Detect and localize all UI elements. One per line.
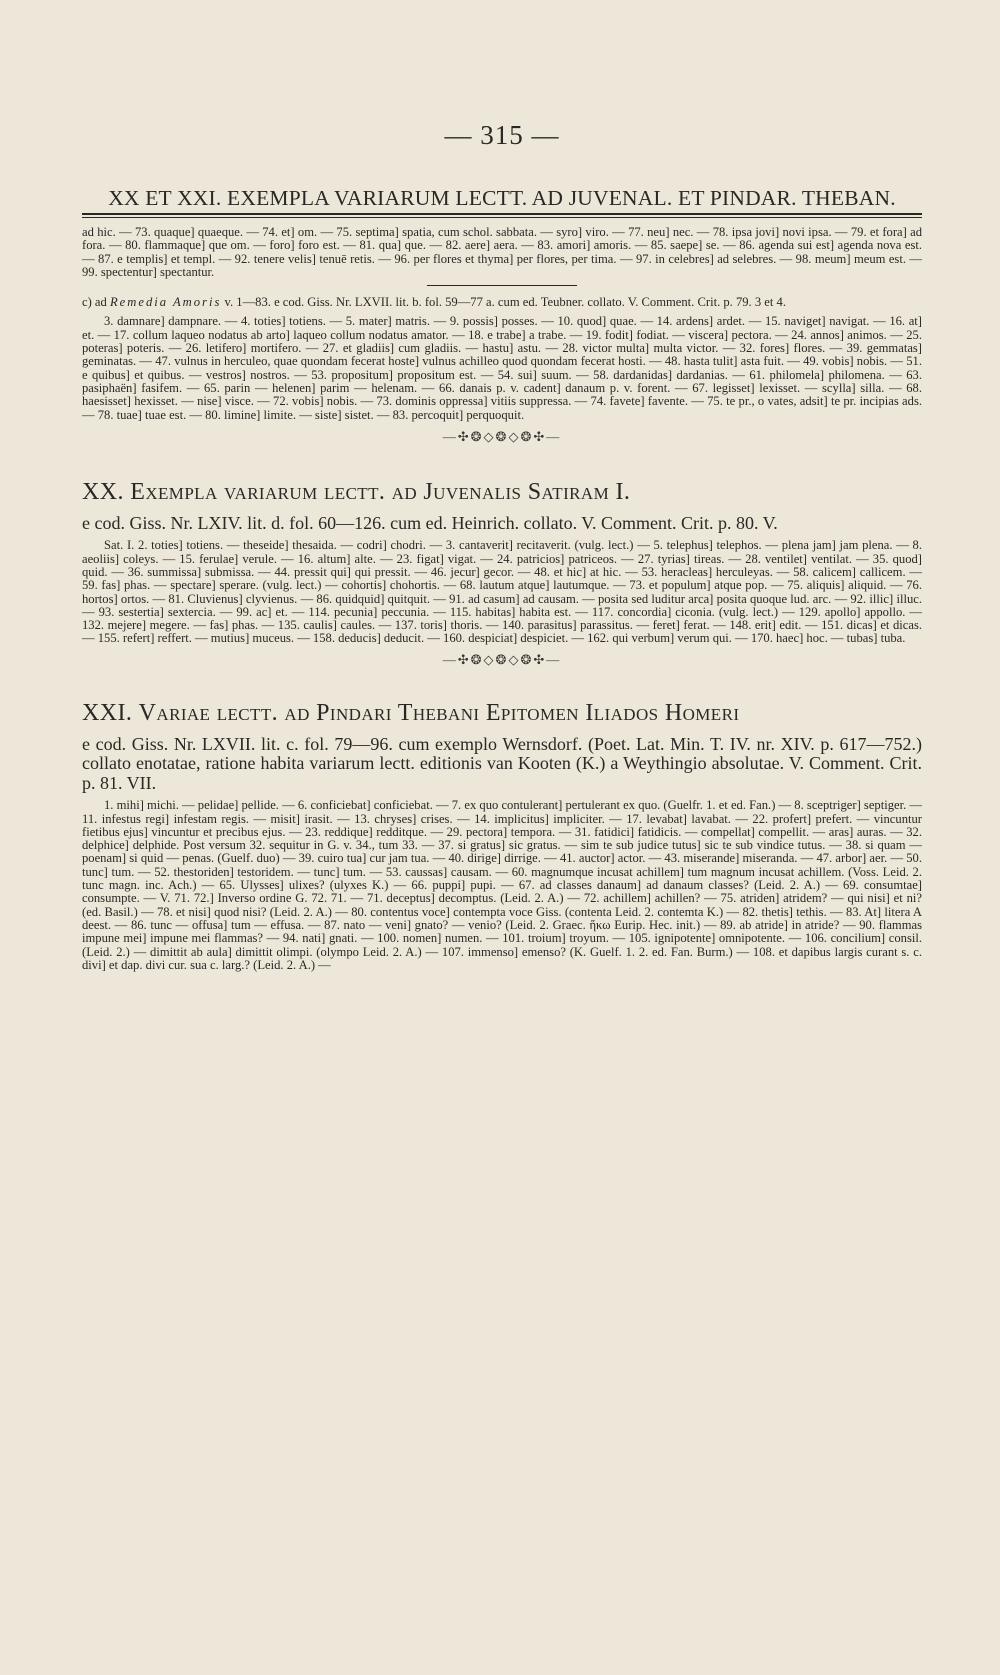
short-rule bbox=[427, 285, 577, 286]
block-c-head-label: c) ad bbox=[82, 295, 107, 310]
section-xx-title: Exempla variarum lectt. ad Juvenalis Satiram I. bbox=[130, 478, 631, 505]
block-c-heading bbox=[82, 296, 922, 309]
section-xx-number: XX. bbox=[82, 478, 124, 505]
double-rule bbox=[82, 213, 922, 218]
section-xxi-heading bbox=[82, 700, 922, 727]
block-b-continuation: ad hic. — 73. quaque] quaeque. — 74. et] om. — 75. septima] spatia, cum schol. sabbata. — syro] viro. — 77. neu] nec. — 78. ipsa jovi] novi ipsa. — 79. et fora] ad fora. — 80. flammaque] que om. — foro] foro est. — 81. qua] que. — 82. aere] aera. — 83. amori] amoris. — 85. saepe] se. — 86. agenda sui est] agenda nova est. — 87. e templis] et templ. — 92. tenere velis] tenuē retis. — 96. per flores et thyma] per flores, per tima. — 97. in celebres] ad selebres. — 98. meum] meum est. — 99. spectentur] spectantur. bbox=[82, 225, 922, 279]
block-c-head-title: Remedia Amoris bbox=[109, 295, 222, 310]
page-number: — 315 — bbox=[444, 120, 560, 150]
running-head: XX ET XXI. EXEMPLA VARIARUM LECTT. AD JUVENAL. ET PINDAR. THEBAN. bbox=[108, 186, 896, 210]
section-xxi-number: XXI. bbox=[82, 699, 133, 726]
section-xxi-text: 1. mihi] michi. — pelidae] pellide. — 6. conficiebat] conficiebat. — 7. ex quo contulerant] pertulerant ex quo. (Guelfr. 1. et ed. Fan.) — 8. sceptriger] septiger. — 11. infestus regi] infestam regis. — misit] irasit. — 13. chryses] crises. — 14. implicitus] impliciter. — 17. levabat] lavabat. — 22. profert] prefert. — vincuntur fietibus ejus] vincuntur et precibus ejus. — 23. reddique] redditque. — 29. pectora] tempora. — 31. fatidici] fatidicis. — compellat] compellit. — aras] auras. — 32. delphice] delphide. Post versum 32. sequitur in G. v. 34., tum 33. — 37. si gratus] sic gratus. — sim te sub judice tutus] sic te sub vindice tutus. — 38. si quam — poenam] si quid — penas. (Guelf. duo) — 39. cuiro tua] cur jam tua. — 40. dirige] dirrige. — 41. auctor] actor. — 43. miserande] miseranda. — 47. arbor] aer. — 50. tunc] tum. — 52. thestoriden] testoridem. — tunc] tum. — 53. caussas] causam. — 60. magnumque incusat achillem] tum magnum incusat achillem. (Voss. Leid. 2. tunc magn. inc. Ach.) — 65. Ulysses] ulixes? (ulyxes K.) — 66. puppi] pupi. — 67. ad classes danaum] ad danaum classes? (Leid. 2. A.) — 69. consumtae] consumpte. — V. 71. 72.] Inverso ordine G. 72. 71. — 71. deceptus] decomptus. (Leid. 2. A.) — 72. achillem] achillen? — 75. atriden] atridem? — qui nisi] et ni? (ed. Basil.) — 78. et nisi] quod nisi? (Leid. 2. A.) — 80. contentus voce] contempta voce Giss. (contenta Leid. 2. contemta K.) — 82. thetis] tethis. — 83. At] litera A deest. — 86. tunc — offusa] tum — effusa. — 87. nato — veni] gnato? — venio? (Leid. 2. Graec. ἥκω Eurip. Hec. init.) — 89. ab atride] in atride? — 90. flammas impune mei] impune mei flammas? — 94. nati] gnati. — 100. nomen] numen. — 101. troium] troyum. — 105. ignipotente] omnipotente. — 106. concilium] consil. (Leid. 2.) — dimittit ab aula] dimittit olimpi. (olympo Leid. 2. A.) — 107. immenso] emenso? (K. Guelf. 1. 2. ed. Fan. Burm.) — 108. et dapibus largis curant s. c. divi] et dap. divi cur. sua c. larg.? (Leid. 2. A.) — bbox=[82, 798, 922, 972]
section-xxi-intro: e cod. Giss. Nr. LXVII. lit. c. fol. 79—96. cum exemplo Wernsdorf. (Poet. Lat. Min. T. IV. nr. XIV. p. 617—752.) collato enotatae, ratione habita variarum lectt. editionis van Kooten (K.) a Weythingio absolutae. V. Comment. Crit. p. 81. VII. bbox=[82, 733, 922, 793]
section-xx-intro: e cod. Giss. Nr. LXIV. lit. d. fol. 60—126. cum ed. Heinrich. collato. V. Comment. Crit. p. 80. V. bbox=[82, 512, 778, 533]
ornament-divider: —✣❂◇❂◇❂✣— bbox=[442, 428, 562, 444]
block-c-text: 3. damnare] dampnare. — 4. toties] totiens. — 5. mater] matris. — 9. possis] posses. — 10. quod] quae. — 14. ardens] ardet. — 15. naviget] navigat. — 16. at] et. — 17. collum laqueo nodatus ab arto] laqueo collum nodatus amator. — 18. e trabe] a trabe. — 19. fodit] fodiat. — viscera] pectora. — 24. annos] animos. — 25. poteras] poteris. — 26. letifero] mortifero. — 27. et gladiis] cum gladiis. — hastu] astu. — 28. victor multa] multa victor. — 32. fores] flores. — 39. gemmatas] geminatas. — 47. vulnus in herculeo, quae quondam fecerat hoste] vulnus achilleo quod quondam fecerat hosti. — 48. hasta tulit] asta fuit. — 49. vobis] nobis. — 51. e quibus] et quibus. — vestros] nostros. — 53. propositum] propositum est. — 54. sui] suum. — 58. dardanidas] dardanias. — 61. philomela] philomena. — 63. pasiphaën] fasifem. — 65. parin — helenen] parim — helenam. — 66. danais p. v. cadent] danaum p. v. forent. — 67. legisset] lexisset. — scylla] silla. — 68. haesisset] hexisset. — nise] visce. — 72. vobis] nobis. — 73. dominis oppressa] vitiis suppressa. — 74. favete] favente. — 75. te pr., o vates, adsit] te pr. incipias ads. — 78. tuae] tuae est. — 80. limine] limite. — siste] sistet. — 83. percoquit] perquoquit. bbox=[82, 314, 922, 422]
ornament-divider-2: —✣❂◇❂◇❂✣— bbox=[442, 651, 562, 667]
section-xx-heading bbox=[82, 479, 922, 506]
section-xx-text: Sat. I. 2. toties] totiens. — theseide] thesaida. — codri] chodri. — 3. cantaverit] recitaverit. (vulg. lect.) — 5. telephus] telephos. — plena jam] jam plena. — 8. aeoliis] coleys. — 15. ferulae] verule. — 16. altum] alte. — 23. figat] vigat. — 24. patricios] patriceos. — 27. tyrias] tireas. — 28. ventilet] ventilat. — 35. quod] quid. — 36. summissa] submissa. — 44. pressit qui] qui pressit. — 46. jecur] gecor. — 48. et hic] at hic. — 53. heracleas] herculeyas. — 58. calicem] callicem. — 59. fas] phas. — spectare] sperare. (vulg. lect.) — cohortis] chohortis. — 68. lautum atque] lautumque. — 73. et populum] atque pop. — 75. aliquis] aliquid. — 76. hortos] ortos. — 81. Cluvienus] clyvienus. — 86. quidquid] quitquit. — 91. ad casum] ad causam. — posita sed luditur arca] posita quoque lud. arc. — 92. illic] illuc. — 93. sestertia] sextercia. — 99. ac] et. — 114. pecunia] peccunia. — 115. habitas] habita est. — 117. concordia] ciconia. (vulg. lect.) — 129. apollo] appollo. — 132. mejere] megere. — fas] phas. — 135. caulis] caules. — 137. toris] thoris. — 140. parasitus] parassitus. — feret] ferat. — 148. erit] edit. — 151. dicas] et dicas. — 155. refert] reffert. — mutius] muceus. — 158. deducis] deducit. — 160. despiciat] despiciet. — 162. qui verbum] verum qui. — 170. haec] hoc. — tubas] tuba. bbox=[82, 538, 922, 646]
block-c-head-rest: v. 1—83. e cod. Giss. Nr. LXVII. lit. b. fol. 59—77 a. cum ed. Teubner. collato. V. Comment. Crit. p. 79. 3 et 4. bbox=[224, 295, 786, 310]
section-xxi-title: Variae lectt. ad Pindari Thebani Epitomen Iliados Homeri bbox=[138, 699, 740, 726]
